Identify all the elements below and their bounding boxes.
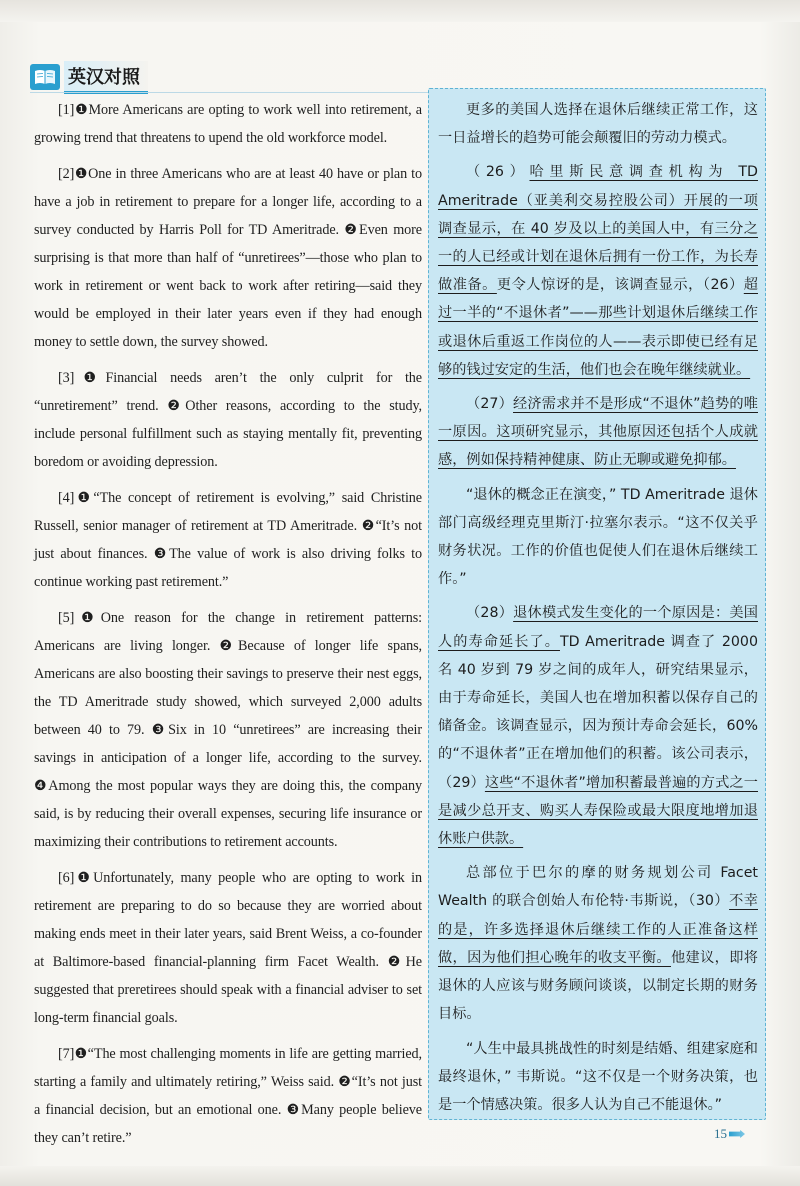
- chinese-paragraph-4: “退休的概念正在演变，” TD Ameritrade 退休部门高级经理克里斯汀·拉塞尔表示。“这不仅关乎财务状况。工作的价值也促使人们在退休后继续工作。”: [438, 486, 758, 588]
- english-paragraph-2: [2]❶One in three Americans who are at least 40 have or plan to have a job in retirement to prepare for a longer life, according to a survey conducted by Harris Poll for TD Ameritrade. ❷Even more surprising is that more than half of “unretirees”—those who plan to work in retirement or went back to work after retiring—said they would be employed in their later years even if they had enough money to settle down, the survey showed.: [34, 166, 422, 350]
- section-title: 英汉对照: [64, 61, 148, 94]
- page-number-text: 15: [714, 1126, 727, 1141]
- english-column: [34, 96, 422, 1160]
- plain-text: 他建议，即将退休的人应该与财务顾问谈谈，以制定长期的财务目标。: [438, 949, 758, 1023]
- chinese-paragraph-2: [438, 158, 758, 384]
- underlined-sentence: 这些“不退休者”增加积蓄最普遍的方式之一是减少总开支、购买人寿保险或最大限度地增加退休账户供款。: [438, 774, 758, 848]
- bottom-edge: [0, 1166, 800, 1186]
- plain-text: 总部位于巴尔的摩的财务规划公司 Facet Wealth 的联合创始人布伦特·韦斯说，（30）: [438, 865, 758, 910]
- plain-text: TD Ameritrade 调查了 2000 名 40 岁到 79 岁之间的成年人，研究结果显示，由于寿命延长，美国人也在增加积蓄以保存自己的储备金。该调查显示，因为预计寿命会延长，60% 的“不退休者”正在增加他们的积蓄。该公司表示，（29）: [438, 633, 758, 791]
- book-icon: [30, 64, 60, 90]
- underlined-sentence: 不幸的是，许多选择退休后继续工作的人正准备这样做，因为他们担心晚年的收支平衡。: [438, 893, 758, 966]
- question-marker-26: （26）: [466, 164, 530, 181]
- english-paragraph-7: [7]❶“The most challenging moments in life are getting married, starting a family and ultimately retiring,” Weiss said. ❷“It’s not just a financial decision, but an emotional one. ❸Many people believe they can’t retire.”: [34, 1046, 422, 1146]
- arrow-icon: [729, 1130, 745, 1138]
- english-paragraph-6: [6]❶Unfortunately, many people who are opting to work in retirement are preparing to do so because they are worried about making ends meet in their later years, said Brent Weiss, a co-founder at Baltimore-based financial-planning firm Facet Wealth. ❷He suggested that preretirees should speak with a financial adviser to set long-term financial goals.: [34, 870, 422, 1026]
- underlined-sentence: 退休模式发生变化的一个原因是：美国人的寿命延长了。: [438, 605, 758, 650]
- question-marker-27: （27）: [466, 396, 514, 413]
- english-paragraph-4: [4]❶“The concept of retirement is evolving,” said Christine Russell, senior manager of retirement at TD Ameritrade. ❷“It’s not just about finances. ❸The value of work is also driving folks to continue working past retirement.”: [34, 490, 422, 590]
- chinese-column: [438, 96, 758, 1125]
- chinese-paragraph-1: 更多的美国人选择在退休后继续正常工作，这一日益增长的趋势可能会颠覆旧的劳动力模式。: [438, 102, 758, 147]
- underlined-sentence: 超过一半的“不退休者”——那些计划退休后继续工作或退休后重返工作岗位的人——表示即使已经有足够的钱过安定的生活，他们也会在晚年继续就业。: [438, 277, 758, 378]
- chinese-paragraph-5: [438, 599, 758, 853]
- top-edge: [0, 0, 800, 22]
- page-number: [714, 1126, 745, 1142]
- english-paragraph-5: [5]❶One reason for the change in retirement patterns: Americans are living longer. ❷Because of longer life spans, Americans are also boosting their savings to preserve their nest eggs, the TD Ameritrade study showed, which surveyed 2,000 adults between 40 to 79. ❸Six in 10 “unretirees” are increasing their savings in anticipation of a longer life, according to the survey. ❹Among the most popular ways they are doing this, the company said, is by reducing their overall expenses, securing life insurance or maximizing their contributions to retirement accounts.: [34, 610, 422, 850]
- question-marker-28: （28）: [466, 605, 514, 622]
- chinese-paragraph-6: [438, 859, 758, 1028]
- underlined-sentence: 经济需求并不是形成“不退休”趋势的唯一原因。这项研究显示，其他原因还包括个人成就感，例如保持精神健康、防止无聊或避免抑郁。: [438, 396, 758, 469]
- underlined-sentence: 哈里斯民意调查机构为 TD Ameritrade（亚美利交易控股公司）开展的一项调查显示，在 40 岁及以上的美国人中，有三分之一的人已经或计划在退休后拥有一份工作，为长寿做准备。: [438, 164, 758, 294]
- section-header: [30, 62, 148, 92]
- chinese-paragraph-7: “人生中最具挑战性的时刻是结婚、组建家庭和最终退休，” 韦斯说。“这不仅是一个财务决策，也是一个情感决策。很多人认为自己不能退休。”: [438, 1040, 758, 1113]
- english-paragraph-1: [1]❶More Americans are opting to work well into retirement, a growing trend that threatens to upend the old workforce model.: [34, 102, 422, 146]
- chinese-paragraph-3: [438, 390, 758, 475]
- english-paragraph-3: [3]❶Financial needs aren’t the only culprit for the “unretirement” trend. ❷Other reasons, according to the study, include personal fulfillment such as staying mentally fit, preventing boredom or avoiding depression.: [34, 370, 422, 470]
- plain-text: 更令人惊讶的是，该调查显示，（26）: [496, 277, 744, 294]
